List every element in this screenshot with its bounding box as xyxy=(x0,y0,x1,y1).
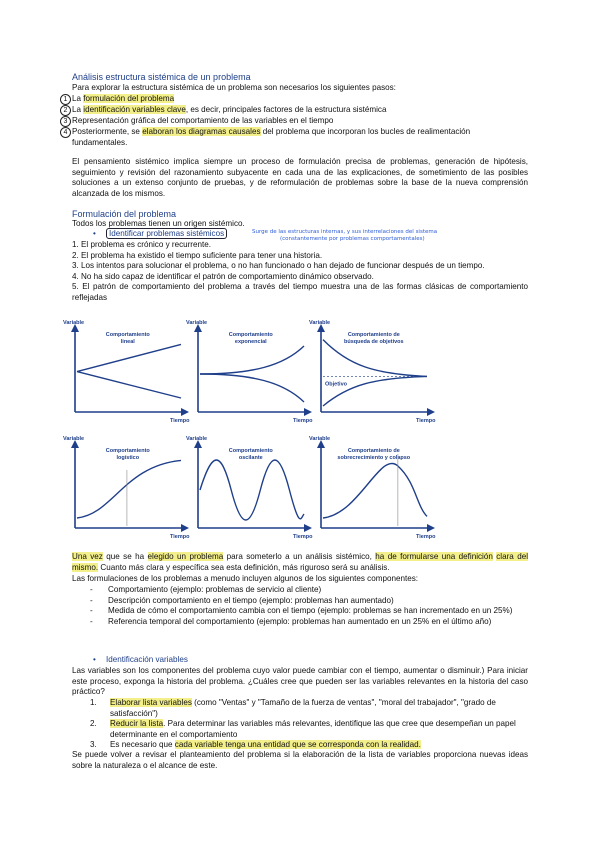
chart-colapso xyxy=(309,436,436,540)
series-line xyxy=(77,344,181,371)
chart-oscilante xyxy=(186,436,313,540)
section-intro: Para explorar la estructura sistémica de un problema son necesarios los siguientes pasos: xyxy=(72,83,396,92)
list-item: 5. El patrón de comportamiento del problema a través del tiempo muestra una de las formas clásicas de comportamiento reflejadas xyxy=(72,282,528,302)
axis-label-variable: Variable xyxy=(63,320,85,326)
step-3: 3 Representación gráfica del comportamiento de las variables en el tiempo xyxy=(60,116,470,127)
chart-subtitle: oscilante xyxy=(238,455,263,461)
components-intro: Las formulaciones de los problemas a menudo incluyen algunos de los siguientes componentes: xyxy=(72,574,418,583)
list-item: - Descripción comportamiento en el tiempo (ejemplo: problemas han aumentado) xyxy=(90,595,394,605)
chart-lineal xyxy=(63,320,190,424)
chart-subtitle: sobrecrecimiento y colapso xyxy=(337,455,411,461)
step-1: 1 La formulación del problema xyxy=(60,94,470,105)
chart-title: Comportamiento xyxy=(228,332,273,338)
goal-label: Objetivo xyxy=(325,381,348,388)
behavior-charts xyxy=(60,316,450,548)
chart-subtitle: búsqueda de objetivos xyxy=(344,339,404,345)
axis-label-variable: Variable xyxy=(309,320,331,326)
step-2: 2 La identificación variables clave, es decir, principales factores de la estructura sistémica xyxy=(60,105,470,116)
chart-subtitle: logístico xyxy=(116,455,140,461)
variables-paragraph: Las variables son los componentes del problema cuyo valor puede cambiar con el tiempo, aumentar o disminuir.) Para iniciar este proceso, exponga la historia del problema. ¿Cuáles cree que pueden ser las variables relevantes en la historia del caso práctico? xyxy=(72,666,528,696)
chart-title: Comportamiento de xyxy=(347,448,400,454)
list-item: 2. Reducir la lista. Para determinar las variables más relevantes, identifique las que cree que desempeñan un papel determinante en el comportamiento xyxy=(90,719,516,739)
series-line xyxy=(200,346,304,374)
axis-label-tiempo: Tiempo xyxy=(293,418,313,424)
list-item: 1. Elaborar lista variables (como "Ventas" y "Tamaño de la fuerza de ventas", "moral del trabajador", "grado de satisfacción") xyxy=(90,698,496,718)
step-list xyxy=(60,94,470,149)
chart-objetivos xyxy=(309,320,436,424)
axis-label-tiempo: Tiempo xyxy=(416,418,436,424)
axis-label-variable: Variable xyxy=(186,320,208,326)
axis-label-variable: Variable xyxy=(186,436,208,442)
step-4: 4 Posteriormente, se elaboran los diagramas causales del problema que incorporan los bucles de realimentación xyxy=(60,127,470,138)
formulacion-intro: Todos los problemas tienen un origen sistémico. xyxy=(72,219,245,228)
list-item: 3. Es necesario que cada variable tenga una entidad que se corresponda con la realidad. xyxy=(90,740,421,749)
chart-title: Comportamiento xyxy=(105,448,150,454)
series-line xyxy=(200,460,304,520)
chart-title: Comportamiento de xyxy=(347,332,400,338)
list-item: 3. Los intentos para solucionar el problema, o no han funcionado o han dejado de funcionar después de un tiempo. xyxy=(72,261,485,270)
axis-label-tiempo: Tiempo xyxy=(293,534,313,540)
chart-subtitle: exponencial xyxy=(234,339,267,345)
axis-label-tiempo: Tiempo xyxy=(170,418,190,424)
systemic-thinking-paragraph: El pensamiento sistémico implica siempre un proceso de formulación precisa de problemas, generación de hipótesis, seguimiento y revisión del razonamiento subyacente en cada una de las explicaciones, de sometimiento de las posibles soluciones a un extenso conjunto de pruebas, y de reformulación de problemas sobre la base de la nueva comprensión alcanzada de los mismos. xyxy=(72,157,528,198)
definition-paragraph: Una vez que se ha elegido un problema para someterlo a un análisis sistémico, ha de formularse una definición clara del mismo. Cuanto más clara y específica sea esta definición, más riguroso será su análisis. xyxy=(72,552,528,572)
step-4-cont: fundamentales. xyxy=(72,138,128,147)
axis-label-variable: Variable xyxy=(63,436,85,442)
section-title-formulacion: Formulación del problema xyxy=(72,209,177,219)
bullet-identificacion: Identificación variables xyxy=(106,655,188,664)
components-list xyxy=(90,585,528,627)
axis-label-tiempo: Tiempo xyxy=(170,534,190,540)
chart-subtitle: lineal xyxy=(120,339,135,345)
series-line xyxy=(77,372,181,398)
axis-label-variable: Variable xyxy=(309,436,331,442)
series-line xyxy=(77,460,181,518)
closing-paragraph: Se puede volver a revisar el planteamiento del problema si la elaboración de la lista de variables proporciona nuevas ideas sobre la naturaleza o el alcance de este. xyxy=(72,750,528,770)
chart-exponencial xyxy=(186,320,313,424)
axis-label-tiempo: Tiempo xyxy=(416,534,436,540)
list-item: - Medida de cómo el comportamiento cambia con el tiempo (ejemplo: problemas se han incrementado en un 25%) xyxy=(90,606,513,615)
chart-title: Comportamiento xyxy=(228,448,273,454)
variables-steps xyxy=(90,698,528,751)
list-item: - Referencia temporal del comportamiento (ejemplo: problemas han aumentado en un 25% en el último año) xyxy=(90,616,492,626)
list-item: - Comportamiento (ejemplo: problemas de servicio al cliente) xyxy=(90,585,322,594)
list-item: 2. El problema ha existido el tiempo suficiente para tener una historia. xyxy=(72,250,323,260)
chart-title: Comportamiento xyxy=(105,332,150,338)
series-line xyxy=(323,463,427,518)
list-item: 4. No ha sido capaz de identificar el patrón de comportamiento dinámico observado. xyxy=(72,271,374,281)
series-line xyxy=(323,340,427,377)
handwritten-note: Surge de las estructuras internas, y sus interrelaciones del sistema (constantemente por problemas comportamentales) xyxy=(252,229,438,242)
list-item: 1. El problema es crónico y recurrente. xyxy=(72,240,212,249)
section-title-analisis: Análisis estructura sistémica de un problema xyxy=(72,72,251,82)
series-line xyxy=(200,374,304,402)
problem-criteria-list xyxy=(72,240,528,303)
bullet-identificar: Identificar problemas sistémicos xyxy=(106,229,227,240)
chart-logistico xyxy=(63,436,190,540)
